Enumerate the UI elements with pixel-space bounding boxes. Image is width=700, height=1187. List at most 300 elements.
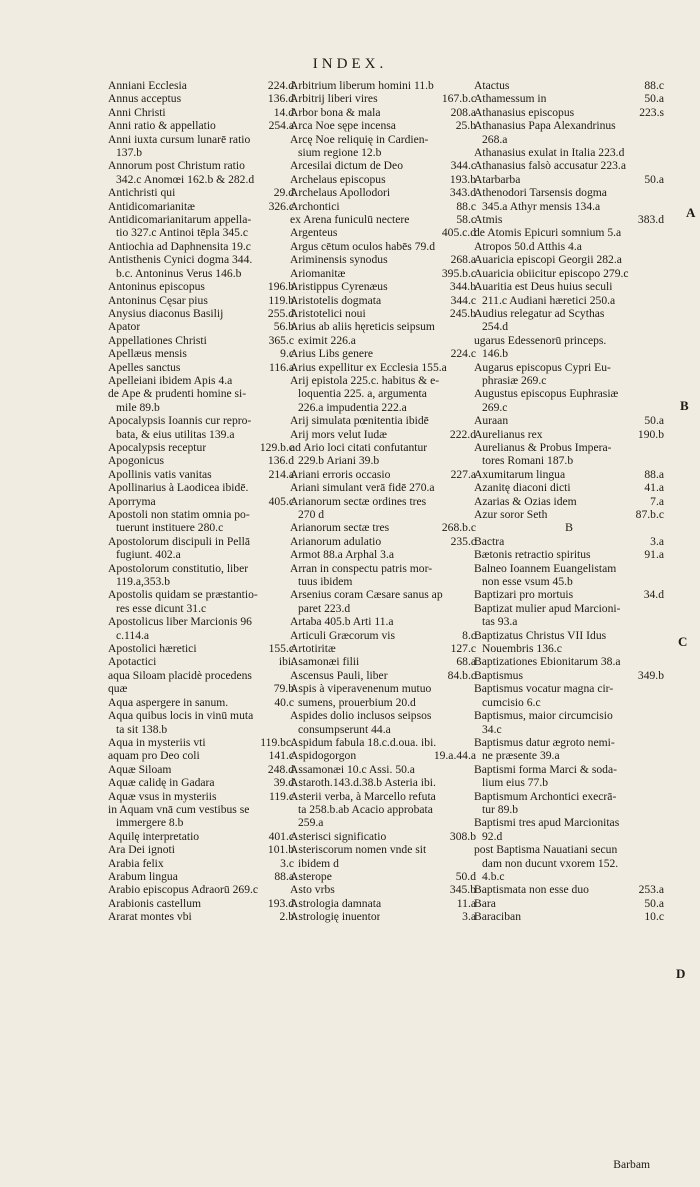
entry-term: Asterii verba, à Marcello refuta xyxy=(290,789,436,803)
entry-term: Arianorum sectæ ordines tres xyxy=(290,494,427,508)
entry-continuation: 137.b xyxy=(116,146,143,160)
index-entry xyxy=(290,495,476,522)
index-entry xyxy=(474,361,664,388)
entry-term: Asto vrbs xyxy=(290,883,335,897)
entry-term: Argus cētum oculos habēs 79.d xyxy=(290,239,436,253)
index-entry xyxy=(290,883,476,896)
entry-term: Aspis à viperavenenum mutuo xyxy=(290,682,432,696)
entry-reference: 50.d xyxy=(455,869,476,883)
index-entry xyxy=(290,615,476,628)
entry-reference: 349.b xyxy=(637,668,664,682)
entry-term: Baptizatus Christus VII Idus xyxy=(474,628,607,642)
entry-term: Antiochia ad Daphnensita 19.c xyxy=(108,239,251,253)
index-entry xyxy=(474,669,664,682)
index-column-2 xyxy=(290,79,476,924)
entry-reference: 119.b xyxy=(268,293,294,307)
entry-term: Atmis xyxy=(474,213,503,227)
index-entry xyxy=(290,253,476,266)
index-entry xyxy=(290,790,476,830)
entry-term: ad Ario loci citati confutantur xyxy=(290,440,428,454)
entry-reference: 326.c xyxy=(268,199,294,213)
index-entry xyxy=(474,588,664,601)
entry-reference: 308.b xyxy=(449,829,476,843)
entry-term: Ariani simulant verā fidē 270.a xyxy=(290,481,435,495)
entry-term: Bactra xyxy=(474,534,505,548)
entry-term: Apogonicus xyxy=(108,454,165,468)
entry-reference: 255.d xyxy=(267,306,294,320)
entry-term: Athanasius episcopus xyxy=(474,105,575,119)
entry-term: Arbor bona & mala xyxy=(290,105,381,119)
index-entry xyxy=(108,361,294,374)
index-entry xyxy=(290,79,476,92)
index-entry xyxy=(108,763,294,776)
entry-term: Aristippus Cyrenæus xyxy=(290,280,388,294)
index-entry xyxy=(108,910,294,923)
entry-continuation: 119.a,353.b xyxy=(116,575,170,589)
index-entry xyxy=(290,428,476,441)
entry-term: Appellationes Christi xyxy=(108,333,207,347)
entry-term: Arca Noe sępe incensa xyxy=(290,119,396,133)
entry-term: Annus acceptus xyxy=(108,92,182,106)
entry-continuation: ibidem d xyxy=(298,856,339,870)
entry-continuation: eximit 226.a xyxy=(298,333,356,347)
index-entry xyxy=(290,481,476,494)
entry-reference: 41.a xyxy=(644,481,664,495)
entry-term: Arsenius coram Cæsare sanus ap xyxy=(290,588,443,602)
entry-reference: 3.a xyxy=(462,910,476,924)
entry-reference: 87.b.c xyxy=(635,508,664,521)
index-entry xyxy=(290,830,476,843)
entry-term: Arbitrij liberi vires xyxy=(290,92,378,106)
index-entry xyxy=(108,655,294,668)
index-entry xyxy=(290,119,476,132)
entry-term: de Ape & prudenti homine si- xyxy=(108,387,247,401)
index-entry xyxy=(290,294,476,307)
index-entry xyxy=(290,910,476,923)
page-header: INDEX. xyxy=(312,56,388,72)
entry-reference: 365.c xyxy=(268,333,294,347)
entry-reference: 344.b xyxy=(449,280,476,294)
entry-term: Arianorum adulatio xyxy=(290,534,382,548)
entry-term: Athamessum in xyxy=(474,92,547,106)
index-entry xyxy=(108,562,294,589)
entry-continuation: bata, & eius utilitas 139.a xyxy=(116,427,235,441)
entry-reference: 50.a xyxy=(644,172,664,186)
index-entry xyxy=(108,253,294,280)
index-entry xyxy=(474,240,664,253)
entry-continuation: paret 223.d xyxy=(298,601,351,615)
index-entry xyxy=(290,655,476,668)
index-entry xyxy=(474,495,664,508)
index-entry xyxy=(108,897,294,910)
entry-continuation: 211.c Audiani hæretici 250.a xyxy=(482,293,616,307)
entry-reference: 344.c xyxy=(450,159,476,173)
entry-term: Athanasius Papa Alexandrinus xyxy=(474,119,616,133)
entry-term: Arius ab aliis hęreticis seipsum xyxy=(290,320,435,334)
index-entry xyxy=(290,347,476,360)
index-entry xyxy=(290,642,476,655)
index-entry xyxy=(474,441,664,468)
index-entry xyxy=(290,200,476,213)
entry-term: Astrologię inuentor xyxy=(290,910,381,924)
entry-continuation: tas 93.a xyxy=(482,615,518,629)
index-entry xyxy=(474,468,664,481)
entry-continuation: c.114.a xyxy=(116,628,150,642)
entry-continuation: cumcisio 6.c xyxy=(482,695,541,709)
entry-reference: 58.c xyxy=(456,213,476,227)
entry-reference: 141.c xyxy=(268,749,294,763)
entry-term: Baptismi tres apud Marcionitas xyxy=(474,816,620,830)
entry-term: Axumitarum lingua xyxy=(474,467,566,481)
entry-term: Antoninus Cęsar pius xyxy=(108,293,208,307)
index-entry xyxy=(108,307,294,320)
index-entry xyxy=(474,736,664,763)
entry-reference: 119.c xyxy=(268,789,294,803)
entry-term: Arij epistola 225.c. habitus & e- xyxy=(290,373,440,387)
margin-letter-b: B xyxy=(680,398,689,413)
entry-term: de Atomis Epicuri somnium 5.a xyxy=(474,226,622,240)
entry-term: Asteriscorum nomen vnde sit xyxy=(290,843,427,857)
entry-term: Aurelianus & Probus Impera- xyxy=(474,440,612,454)
entry-continuation: non esse vsum 45.b xyxy=(482,575,573,589)
index-entry xyxy=(474,763,664,790)
index-entry xyxy=(108,481,294,494)
index-entry xyxy=(474,253,664,266)
entry-reference: 101.b xyxy=(267,843,294,857)
entry-term: Arcesilai dictum de Deo xyxy=(290,159,403,173)
index-entry xyxy=(474,146,664,159)
index-entry xyxy=(108,441,294,454)
entry-reference: 196.b xyxy=(267,280,294,294)
entry-term: Baptismus datur ægroto nemi- xyxy=(474,735,615,749)
index-entry xyxy=(290,548,476,561)
entry-term: Apocalypsis receptur xyxy=(108,440,207,454)
index-entry xyxy=(108,133,294,160)
index-entry xyxy=(474,106,664,119)
index-entry xyxy=(290,709,476,736)
index-column-3 xyxy=(474,79,664,924)
entry-term: Apostolorum constitutio, liber xyxy=(108,561,249,575)
entry-reference: 222.d xyxy=(449,427,476,441)
index-entry xyxy=(108,200,294,213)
entry-reference: 88.a xyxy=(274,869,294,883)
index-entry xyxy=(474,508,664,521)
entry-term: Arabum lingua xyxy=(108,869,178,883)
entry-term: Arabionis castellum xyxy=(108,896,202,910)
index-entry xyxy=(474,92,664,105)
entry-continuation: fugiunt. 402.a xyxy=(116,548,181,562)
entry-continuation: sium regione 12.b xyxy=(298,146,382,160)
index-entry xyxy=(108,776,294,789)
entry-term: Apollinis vatis vanitas xyxy=(108,467,212,481)
entry-continuation: b.c. Antoninus Verus 146.b xyxy=(116,266,242,280)
index-entry xyxy=(290,186,476,199)
entry-reference: 167.b.c xyxy=(441,92,476,106)
index-entry xyxy=(108,669,294,682)
entry-term: Apotactici xyxy=(108,655,157,669)
entry-term: Azanitę diaconi dicti xyxy=(474,481,571,495)
entry-continuation: ta sit 138.b xyxy=(116,722,168,736)
index-entry xyxy=(108,883,294,896)
index-entry xyxy=(290,468,476,481)
entry-term: Apelleiani ibidem Apis 4.a xyxy=(108,373,233,387)
index-column-1 xyxy=(108,79,294,924)
entry-term: Ariminensis synodus xyxy=(290,253,388,267)
index-entry xyxy=(108,347,294,360)
index-entry xyxy=(108,870,294,883)
index-entry xyxy=(474,910,664,923)
entry-reference: 25.b xyxy=(455,119,476,133)
entry-reference: 214.a xyxy=(268,467,294,481)
entry-term: Anni ratio & appellatio xyxy=(108,119,216,133)
index-entry xyxy=(474,709,664,736)
entry-term: Augustus episcopus Euphrasiæ xyxy=(474,387,619,401)
entry-term: Aspidum fabula 18.c.d.oua. ibi. xyxy=(290,735,437,749)
entry-reference: 84.b.c xyxy=(447,668,476,682)
entry-reference: 91.a xyxy=(644,548,664,562)
entry-term: Asterope xyxy=(290,869,332,883)
index-entry xyxy=(108,119,294,132)
entry-term: Baptizationes Ebionitarum 38.a xyxy=(474,655,621,669)
index-entry xyxy=(474,682,664,709)
entry-reference: 155.c xyxy=(268,642,294,656)
entry-reference: 11.a xyxy=(456,896,476,910)
index-entry xyxy=(108,240,294,253)
entry-term: Ariomanitæ xyxy=(290,266,346,280)
entry-reference: 193.d xyxy=(267,896,294,910)
index-entry xyxy=(290,414,476,427)
entry-reference: 405.c.d xyxy=(441,226,476,240)
index-entry xyxy=(290,763,476,776)
entry-continuation: tuus ibidem xyxy=(298,575,353,589)
entry-reference: 254.a xyxy=(268,119,294,133)
index-entry xyxy=(108,615,294,642)
entry-reference: 50.a xyxy=(644,896,664,910)
entry-term: Antoninus episcopus xyxy=(108,280,205,294)
entry-term: Apostolicus liber Marcionis 96 xyxy=(108,615,252,629)
entry-reference: 50.a xyxy=(644,414,664,428)
entry-term: Arij mors velut Iudæ xyxy=(290,427,387,441)
entry-term: Apostolorum discipuli in Pellā xyxy=(108,534,251,548)
entry-reference: 8.c xyxy=(462,628,476,642)
entry-term: Atropos 50.d Atthis 4.a xyxy=(474,239,582,253)
index-entry xyxy=(474,428,664,441)
entry-reference: 88.c xyxy=(456,199,476,213)
entry-continuation: 342.c Anomœi 162.b & 282.d xyxy=(116,172,255,186)
entry-reference: 88.a xyxy=(644,467,664,481)
margin-letter-c: C xyxy=(678,634,688,649)
entry-term: post Baptisma Nauatiani secun xyxy=(474,843,618,857)
index-entry xyxy=(290,133,476,160)
index-entry xyxy=(474,562,664,589)
index-entry xyxy=(108,830,294,843)
index-entry xyxy=(290,240,476,253)
entry-reference: 119.bc. xyxy=(260,735,294,749)
entry-term: Baptismus, maior circumcisio xyxy=(474,709,613,723)
entry-continuation: phrasiæ 269.c xyxy=(482,373,547,387)
entry-reference: 193.b xyxy=(449,172,476,186)
entry-reference: 395.b.c xyxy=(441,266,476,280)
index-entry xyxy=(290,280,476,293)
entry-continuation: ne præsente 39.a xyxy=(482,749,560,763)
entry-term: Apostoli non statim omnia po- xyxy=(108,508,250,521)
entry-continuation: loquentia 225. a, argumenta xyxy=(298,387,427,401)
entry-reference: 235.c xyxy=(450,534,476,548)
index-entry xyxy=(108,790,294,803)
entry-reference: 248.d xyxy=(267,762,294,776)
entry-term: Atarbarba xyxy=(474,172,521,186)
entry-term: Balneo Ioannem Euangelistam xyxy=(474,561,617,575)
entry-reference: 68.a xyxy=(456,655,476,669)
entry-continuation: 229.b Ariani 39.b xyxy=(298,454,380,468)
entry-reference: 9.c xyxy=(280,347,294,361)
index-entry xyxy=(474,535,664,548)
entry-term: Ascensus Pauli, liber xyxy=(290,668,388,682)
index-entry xyxy=(108,294,294,307)
entry-term: Arbitrium liberum homini 11.b xyxy=(290,79,434,92)
index-entry xyxy=(474,173,664,186)
index-entry xyxy=(290,361,476,374)
index-entry xyxy=(108,106,294,119)
entry-reference: 129.b.c xyxy=(259,440,294,454)
index-entry xyxy=(108,642,294,655)
index-entry xyxy=(474,387,664,414)
entry-term: Archelaus Apollodori xyxy=(290,186,391,200)
entry-term: Aquæ calidę in Gadara xyxy=(108,776,215,790)
entry-term: Antichristi qui xyxy=(108,186,176,200)
entry-term: Aspidogorgon xyxy=(290,749,357,763)
entry-term: Artotiritæ xyxy=(290,642,336,656)
index-entry xyxy=(108,280,294,293)
index-entry xyxy=(108,186,294,199)
entry-term: Apocalypsis Ioannis cur repro- xyxy=(108,414,252,428)
entry-term: Aqua in mysteriis vti xyxy=(108,735,206,749)
entry-term: Audius relegatur ad Scythas xyxy=(474,306,605,320)
index-entry xyxy=(290,173,476,186)
entry-reference: 7.a xyxy=(650,494,664,508)
index-entry xyxy=(108,320,294,333)
entry-term: Arabia felix xyxy=(108,856,164,870)
entry-continuation: 4.b.c xyxy=(482,869,505,883)
entry-term: Antisthenis Cynici dogma 344. xyxy=(108,253,253,267)
entry-continuation: tores Romani 187.b xyxy=(482,454,574,468)
index-entry xyxy=(474,602,664,629)
entry-term: Archontici xyxy=(290,199,340,213)
entry-reference: 39.d xyxy=(273,776,294,790)
entry-reference: 208.a xyxy=(450,105,476,119)
entry-reference: 56.b xyxy=(273,320,294,334)
index-entry xyxy=(290,870,476,883)
entry-term: Antidicomarianitarum appella- xyxy=(108,213,252,227)
entry-term: Baptizari pro mortuis xyxy=(474,588,574,602)
index-entry xyxy=(474,119,664,146)
index-entry xyxy=(290,776,476,789)
entry-continuation: sumens, prouerbium 20.d xyxy=(298,695,416,709)
index-entry xyxy=(474,816,664,843)
index-entry xyxy=(474,334,664,361)
index-entry xyxy=(290,535,476,548)
entry-reference: 190.b xyxy=(637,427,664,441)
entry-term: Aquilę interpretatio xyxy=(108,829,200,843)
entry-reference: 136.d xyxy=(267,92,294,106)
index-entry xyxy=(290,843,476,870)
index-entry xyxy=(290,897,476,910)
entry-reference: 127.c xyxy=(450,642,476,656)
index-entry xyxy=(108,92,294,105)
entry-term: Auraan xyxy=(474,414,509,428)
entry-term: Astrologia damnata xyxy=(290,896,382,910)
entry-term: Baptizat mulier apud Marcioni- xyxy=(474,601,621,615)
entry-term: Apostolici hæretici xyxy=(108,642,197,656)
index-entry xyxy=(474,213,664,226)
entry-continuation: Nouembris 136.c xyxy=(482,642,562,656)
entry-term: aquam pro Deo coli xyxy=(108,749,200,763)
entry-term: Apollinarius à Laodicea ibidē. xyxy=(108,481,249,495)
entry-continuation: dam non ducunt vxorem 152. xyxy=(482,856,619,870)
entry-term: Aporryma xyxy=(108,494,156,508)
index-entry xyxy=(290,629,476,642)
entry-term: Ararat montes vbi xyxy=(108,910,192,924)
index-entry xyxy=(290,682,476,709)
entry-reference: 224.c xyxy=(450,347,476,361)
entry-term: Ara Dei ignoti xyxy=(108,843,175,857)
entry-reference: 268.a xyxy=(450,253,476,267)
index-entry xyxy=(108,736,294,749)
entry-term: Armot 88.a Arphal 3.a xyxy=(290,548,394,562)
entry-term: Arianorum sectæ tres xyxy=(290,521,390,535)
entry-reference: 2.b xyxy=(279,910,294,924)
entry-term: aqua Siloam placidè procedens xyxy=(108,668,252,682)
index-entry xyxy=(108,508,294,535)
entry-term: ugarus Edessenorū princeps. xyxy=(474,333,607,347)
entry-continuation: tuerunt instituere 280.c xyxy=(116,521,224,535)
entry-term: Aqua aspergere in sanum. xyxy=(108,695,229,709)
entry-reference: 136.d xyxy=(267,454,294,468)
entry-term: Auaritia est Deus huius seculi xyxy=(474,280,613,294)
entry-reference: 401.c xyxy=(268,829,294,843)
entry-term: Annorum post Christum ratio xyxy=(108,159,245,173)
index-entry xyxy=(290,562,476,589)
entry-continuation: lium eius 77.b xyxy=(482,776,549,790)
entry-term: Aqua quibus locis in vinū muta xyxy=(108,709,254,723)
index-entry xyxy=(108,696,294,709)
index-entry xyxy=(474,790,664,817)
index-entry xyxy=(474,159,664,172)
entry-term: Anniani Ecclesia xyxy=(108,79,187,92)
entry-term: Arran in conspectu patris mor- xyxy=(290,561,433,575)
entry-reference: 345.b xyxy=(449,883,476,897)
entry-continuation: tio 327.c Antinoi tēpla 345.c xyxy=(116,226,249,240)
entry-continuation: 146.b xyxy=(482,347,509,361)
entry-term: Apellæus mensis xyxy=(108,347,187,361)
entry-term: Bætonis retractio spiritus xyxy=(474,548,591,562)
index-entry xyxy=(108,495,294,508)
index-entry xyxy=(290,441,476,468)
entry-term: ex Arena funiculū nectere xyxy=(290,213,410,227)
entry-term: Auaricia obiicitur episcopo 279.c xyxy=(474,266,629,280)
entry-term: Aristotelis dogmata xyxy=(290,293,382,307)
entry-reference: 50.a xyxy=(644,92,664,106)
index-entry xyxy=(108,334,294,347)
entry-term: Anni iuxta cursum lunarē ratio xyxy=(108,132,251,146)
index-entry xyxy=(108,843,294,856)
index-entry xyxy=(474,655,664,668)
index-entry xyxy=(108,454,294,467)
index-entry xyxy=(290,588,476,615)
index-entry xyxy=(474,883,664,896)
entry-term: Asterisci significatio xyxy=(290,829,387,843)
entry-term: Baraciban xyxy=(474,910,521,924)
